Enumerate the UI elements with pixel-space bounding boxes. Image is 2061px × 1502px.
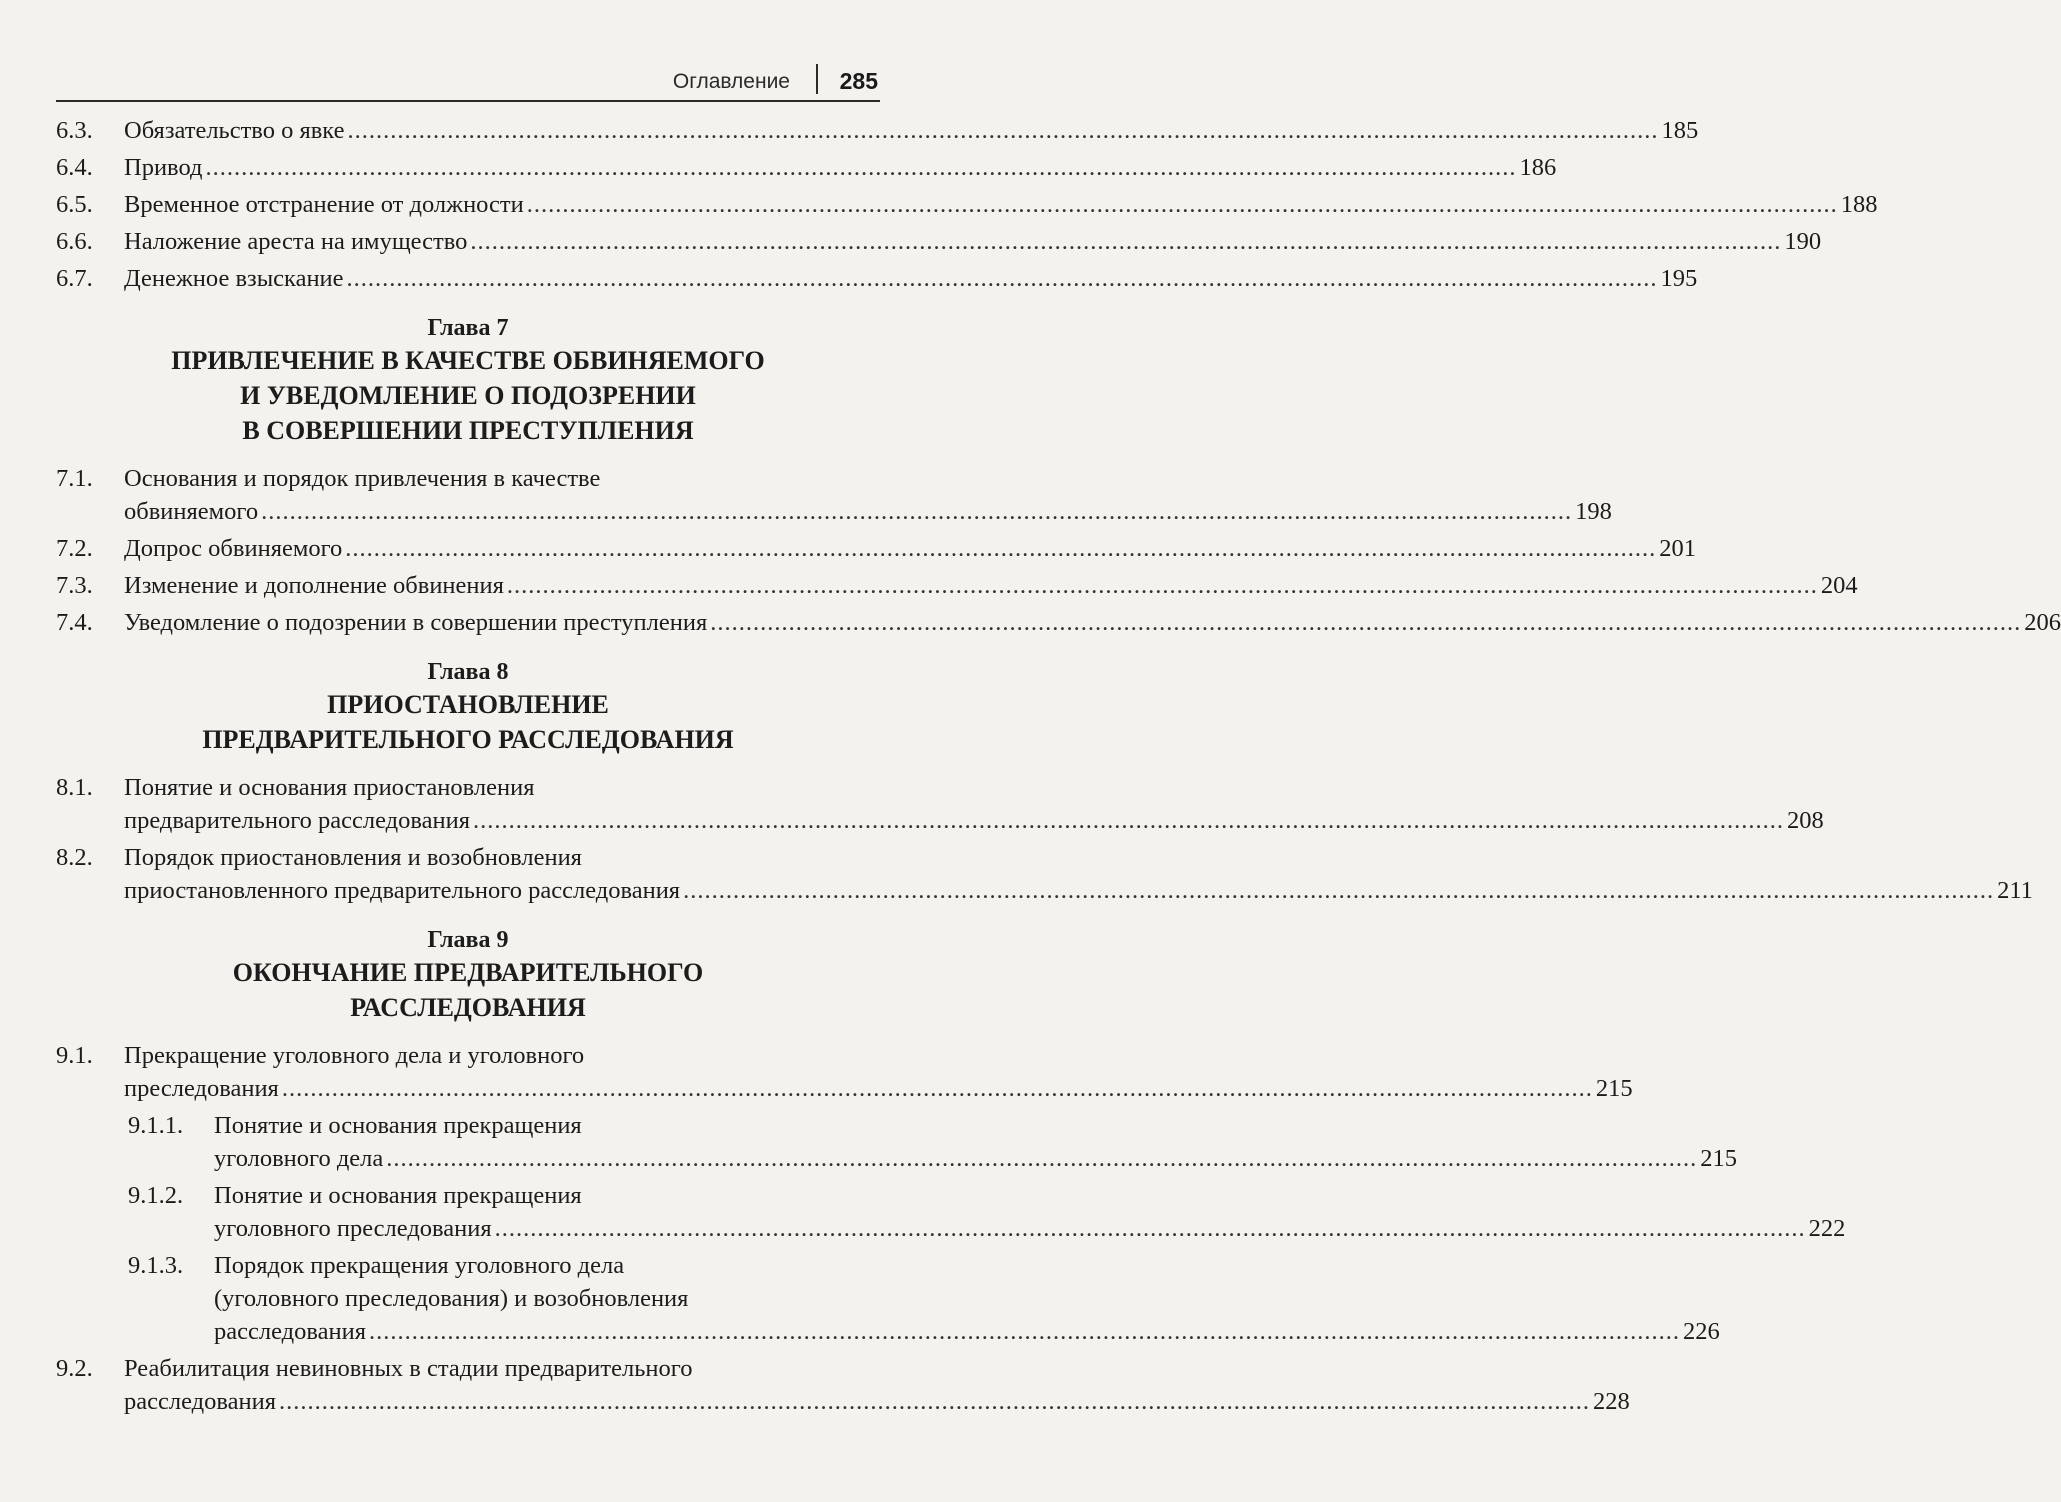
entry-title-line: Денежное взыскание <box>124 265 344 292</box>
entry-number: 9.1. <box>56 1042 93 1069</box>
entry-title-line: уголовного преследования <box>214 1215 492 1242</box>
entry-number: 7.4. <box>56 609 93 636</box>
entry-number: 9.1.3. <box>128 1252 184 1279</box>
entry-title-line: предварительного расследования <box>124 807 470 834</box>
chapter-title-line: ПРИОСТАНОВЛЕНИЕ <box>327 690 609 719</box>
entry-page-number: 211 <box>1997 877 2033 904</box>
entry-title-line: (уголовного преследования) и возобновления <box>214 1285 689 1312</box>
chapter-heading <box>56 657 880 757</box>
dot-leader <box>495 1212 1806 1245</box>
entry-title-line: обвиняемого <box>124 498 259 525</box>
dot-leader <box>527 188 1838 221</box>
entry-number: 8.2. <box>56 844 93 871</box>
toc-entry[interactable] <box>56 462 1612 528</box>
entry-page-number: 195 <box>1660 265 1698 292</box>
entry-number: 6.6. <box>56 228 93 255</box>
entry-page-number: 204 <box>1820 572 1858 599</box>
entry-page-number: 201 <box>1659 535 1697 562</box>
header-separator <box>816 64 818 94</box>
dot-leader <box>345 532 1656 565</box>
entry-page-number: 226 <box>1682 1318 1720 1345</box>
chapter-title-line: И УВЕДОМЛЕНИЕ О ПОДОЗРЕНИИ <box>240 381 696 410</box>
entry-page-number: 215 <box>1595 1075 1633 1102</box>
entry-page-number: 198 <box>1575 498 1612 525</box>
dot-leader <box>205 151 1516 184</box>
dot-leader <box>347 262 1658 295</box>
entry-title-line: Изменение и дополнение обвинения <box>124 572 504 599</box>
entry-title-line: расследования <box>124 1388 276 1415</box>
chapter-title-line: ПРЕДВАРИТЕЛЬНОГО РАССЛЕДОВАНИЯ <box>202 725 734 754</box>
chapter-number: Глава 9 <box>427 927 509 953</box>
toc-entry[interactable] <box>56 188 1878 221</box>
entry-number: 7.3. <box>56 572 93 599</box>
entry-page-number: 206 <box>2024 609 2061 636</box>
entry-page-number: 186 <box>1519 154 1557 181</box>
chapter-number: Глава 8 <box>427 659 509 685</box>
toc-entry[interactable] <box>56 151 1557 184</box>
entry-number: 7.1. <box>56 465 93 492</box>
chapter-heading <box>56 925 880 1025</box>
toc-subentry[interactable] <box>56 1179 1846 1245</box>
entry-number: 7.2. <box>56 535 93 562</box>
entry-page-number: 185 <box>1661 117 1699 144</box>
entry-page-number: 222 <box>1808 1215 1846 1242</box>
chapter-title-line: В СОВЕРШЕНИИ ПРЕСТУПЛЕНИЯ <box>242 416 694 445</box>
entry-title-line: Обязательство о явке <box>124 117 345 144</box>
toc-entry[interactable] <box>56 262 1698 295</box>
dot-leader <box>279 1385 1590 1418</box>
toc-subentry[interactable] <box>56 1109 1738 1175</box>
entry-title-line: Привод <box>124 154 203 181</box>
chapter-number: Глава 7 <box>427 315 509 341</box>
entry-title-line: Порядок прекращения уголовного дела <box>214 1252 625 1279</box>
entry-number: 6.7. <box>56 265 93 292</box>
entry-title-line: уголовного дела <box>214 1145 384 1172</box>
dot-leader <box>369 1315 1680 1348</box>
dot-leader <box>710 606 2021 639</box>
entry-number: 6.4. <box>56 154 93 181</box>
dot-leader <box>261 495 1572 528</box>
table-of-contents <box>56 114 2061 1422</box>
toc-entry[interactable] <box>56 114 1699 147</box>
entry-number: 9.1.1. <box>128 1112 184 1139</box>
entry-title-line: Понятие и основания прекращения <box>214 1182 582 1209</box>
toc-subentry[interactable] <box>56 1249 1720 1348</box>
entry-number: 6.3. <box>56 117 93 144</box>
entry-page-number: 228 <box>1592 1388 1630 1415</box>
entry-title-line: Наложение ареста на имущество <box>124 228 468 255</box>
entry-title-line: Прекращение уголовного дела и уголовного <box>124 1042 585 1069</box>
dot-leader <box>386 1142 1697 1175</box>
entry-title-line: Реабилитация невиновных в стадии предварительного <box>124 1355 693 1382</box>
toc-entry[interactable] <box>56 841 2033 907</box>
chapter-heading <box>56 313 880 448</box>
toc-entry[interactable] <box>56 1352 1630 1418</box>
entry-title-line: Временное отстранение от должности <box>124 191 524 218</box>
entry-title-line: приостановленного предварительного расследования <box>124 877 681 904</box>
entry-number: 8.1. <box>56 774 93 801</box>
entry-number: 9.2. <box>56 1355 93 1382</box>
dot-leader <box>683 874 1994 907</box>
entry-title-line: Порядок приостановления и возобновления <box>124 844 582 871</box>
entry-number: 9.1.2. <box>128 1182 184 1209</box>
toc-entry[interactable] <box>56 225 1822 258</box>
chapter-title-line: ПРИВЛЕЧЕНИЕ В КАЧЕСТВЕ ОБВИНЯЕМОГО <box>171 346 765 375</box>
entry-title-line: Допрос обвиняемого <box>124 535 343 562</box>
entry-title-line: Понятие и основания приостановления <box>124 774 535 801</box>
dot-leader <box>507 569 1818 602</box>
dot-leader <box>282 1072 1593 1105</box>
dot-leader <box>473 804 1784 837</box>
entry-title-line: Понятие и основания прекращения <box>214 1112 582 1139</box>
toc-entry[interactable] <box>56 569 1858 602</box>
running-header-title: Оглавление <box>672 70 790 93</box>
entry-number: 6.5. <box>56 191 93 218</box>
toc-entry[interactable] <box>56 606 2061 639</box>
chapter-title-line: ОКОНЧАНИЕ ПРЕДВАРИТЕЛЬНОГО <box>232 958 704 987</box>
toc-entry[interactable] <box>56 532 1697 565</box>
toc-entry[interactable] <box>56 1039 1633 1105</box>
entry-title-line: преследования <box>124 1075 279 1102</box>
dot-leader <box>470 225 1781 258</box>
entry-title-line: расследования <box>214 1318 366 1345</box>
toc-entry[interactable] <box>56 771 1824 837</box>
entry-title-line: Основания и порядок привлечения в качестве <box>124 465 601 492</box>
entry-page-number: 215 <box>1700 1145 1738 1172</box>
page-number: 285 <box>839 68 878 94</box>
chapter-title-line: РАССЛЕДОВАНИЯ <box>350 993 586 1022</box>
entry-page-number: 190 <box>1784 228 1822 255</box>
running-header <box>56 62 880 102</box>
entry-page-number: 188 <box>1840 191 1878 218</box>
dot-leader <box>347 114 1658 147</box>
entry-title-line: Уведомление о подозрении в совершении преступления <box>124 609 708 636</box>
entry-page-number: 208 <box>1787 807 1824 834</box>
